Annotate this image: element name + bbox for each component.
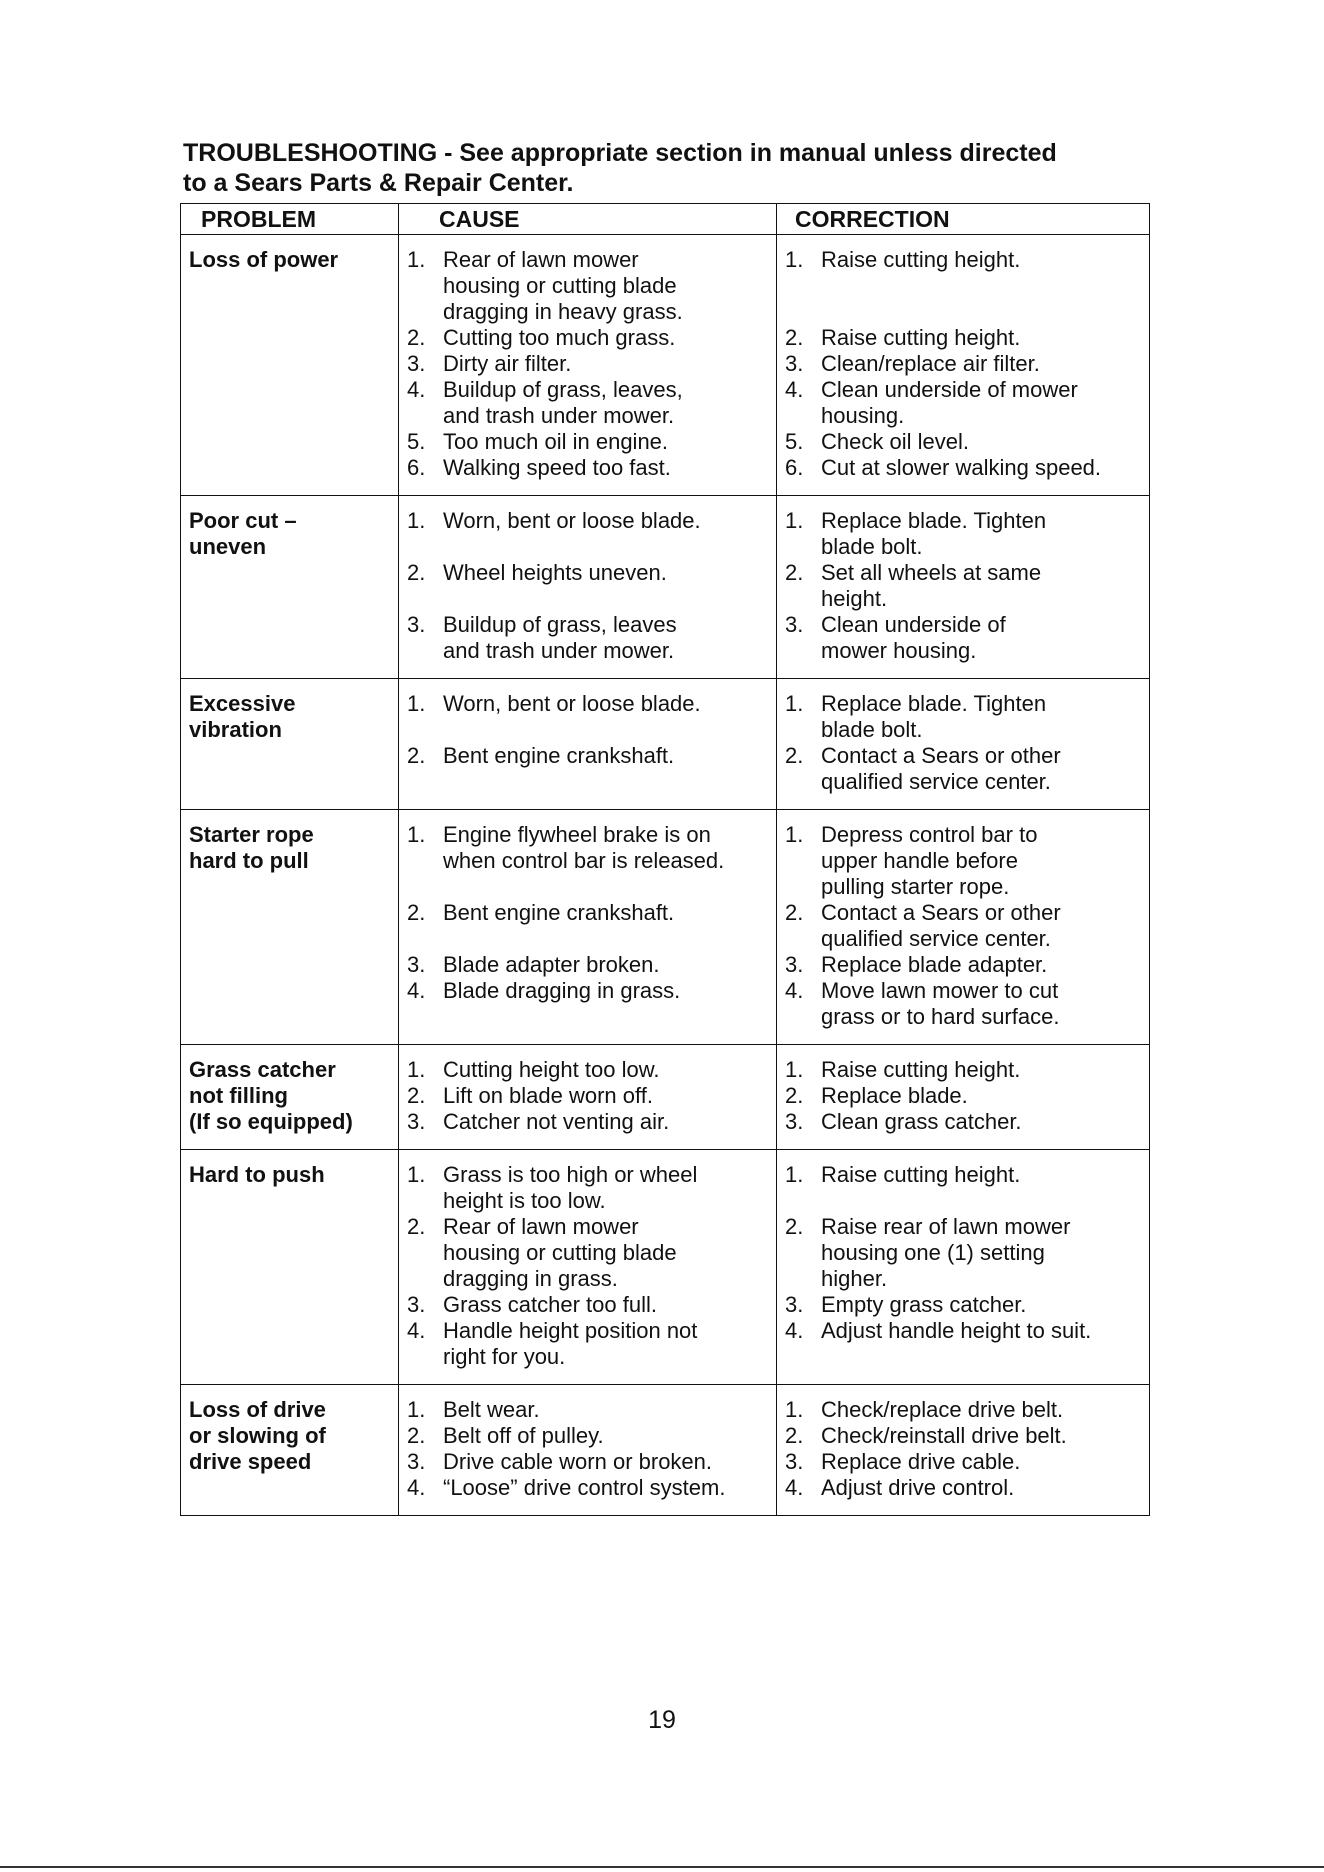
troubleshooting-heading	[183, 138, 1163, 198]
problem-cell	[181, 679, 399, 810]
item-line	[821, 299, 1141, 325]
item-number: 1.	[785, 1057, 804, 1082]
item-text	[821, 1292, 1141, 1318]
item-line: dragging in heavy grass.	[443, 299, 683, 324]
problem-text: uneven	[189, 534, 267, 559]
item-number: 1.	[407, 1397, 426, 1422]
correction-item	[785, 1318, 1141, 1344]
table-row	[181, 1045, 1150, 1150]
item-text	[443, 325, 768, 351]
correction-cell	[777, 1045, 1150, 1150]
item-number: 1.	[407, 247, 426, 272]
cause-item	[407, 351, 768, 377]
item-line: Adjust handle height to suit.	[821, 1318, 1092, 1343]
item-text	[443, 1162, 768, 1214]
cause-item	[407, 900, 768, 952]
item-number: 4.	[785, 377, 804, 402]
item-text	[821, 1397, 1141, 1423]
item-number: 1.	[785, 247, 804, 272]
item-line: Buildup of grass, leaves	[443, 612, 677, 637]
item-line	[821, 273, 1141, 299]
item-text	[443, 900, 768, 952]
item-number: 3.	[785, 351, 804, 376]
header-cause: CAUSE	[399, 204, 777, 235]
problem-text: Loss of power	[189, 247, 339, 272]
cause-cell	[399, 679, 777, 810]
item-number: 1.	[407, 1162, 426, 1187]
correction-item	[785, 508, 1141, 560]
item-line: Clean/replace air filter.	[821, 351, 1040, 376]
item-line: Set all wheels at same	[821, 560, 1042, 585]
cause-item	[407, 1109, 768, 1135]
item-line: Clean underside of	[821, 612, 1006, 637]
item-number: 3.	[785, 952, 804, 977]
problem-text: hard to pull	[189, 848, 309, 873]
item-text	[443, 1083, 768, 1109]
item-text	[821, 952, 1141, 978]
cause-item	[407, 1449, 768, 1475]
item-number: 2.	[407, 1214, 426, 1239]
page-number: 19	[648, 1706, 676, 1734]
item-number: 2.	[785, 900, 804, 925]
item-text	[821, 429, 1141, 455]
item-line: Raise cutting height.	[821, 1162, 1021, 1187]
item-number: 3.	[407, 1109, 426, 1134]
item-text	[443, 508, 768, 560]
item-line: Contact a Sears or other	[821, 900, 1061, 925]
item-text	[821, 978, 1141, 1030]
item-text	[821, 822, 1141, 900]
item-text	[821, 900, 1141, 952]
item-text	[821, 1214, 1141, 1292]
item-line: when control bar is released.	[443, 848, 725, 873]
item-text	[443, 978, 768, 1030]
item-number: 2.	[407, 560, 426, 585]
item-number: 3.	[407, 351, 426, 376]
item-text	[821, 1318, 1141, 1344]
item-text	[821, 560, 1141, 612]
problem-cell	[181, 1150, 399, 1385]
item-number: 2.	[407, 1423, 426, 1448]
item-number: 3.	[407, 952, 426, 977]
item-line: Blade adapter broken.	[443, 952, 660, 977]
heading-line-2: to a Sears Parts & Repair Center.	[183, 169, 574, 197]
item-line	[443, 874, 768, 900]
item-text	[443, 560, 768, 612]
item-line: right for you.	[443, 1344, 566, 1369]
table-body	[181, 235, 1150, 1516]
item-line: Clean underside of mower	[821, 377, 1078, 402]
item-text	[443, 1057, 768, 1083]
item-line: grass or to hard surface.	[821, 1004, 1060, 1029]
cause-item	[407, 1057, 768, 1083]
problem-cell	[181, 1385, 399, 1516]
item-text	[443, 612, 768, 664]
correction-item	[785, 1083, 1141, 1109]
item-text	[821, 455, 1141, 481]
item-line: housing.	[821, 403, 905, 428]
item-number: 1.	[785, 508, 804, 533]
item-text	[821, 743, 1141, 795]
cause-item	[407, 455, 768, 481]
item-text	[821, 1423, 1141, 1449]
cause-item	[407, 978, 768, 1030]
item-text	[443, 1449, 768, 1475]
correction-cell	[777, 496, 1150, 679]
item-text	[821, 1162, 1141, 1214]
cause-item	[407, 743, 768, 795]
item-text	[443, 429, 768, 455]
item-text	[443, 377, 768, 429]
correction-item	[785, 429, 1141, 455]
correction-item	[785, 1214, 1141, 1292]
item-line: Contact a Sears or other	[821, 743, 1061, 768]
item-line: height.	[821, 586, 888, 611]
item-number: 6.	[407, 455, 426, 480]
item-line: Catcher not venting air.	[443, 1109, 670, 1134]
item-number: 2.	[785, 1083, 804, 1108]
item-number: 4.	[785, 1318, 804, 1343]
item-text	[443, 1292, 768, 1318]
correction-cell	[777, 1385, 1150, 1516]
correction-item	[785, 1475, 1141, 1501]
item-line: Cutting height too low.	[443, 1057, 660, 1082]
item-line: Engine flywheel brake is on	[443, 822, 711, 847]
cause-cell	[399, 496, 777, 679]
item-number: 1.	[785, 691, 804, 716]
item-line: Drive cable worn or broken.	[443, 1449, 713, 1474]
item-line: pulling starter rope.	[821, 874, 1010, 899]
item-line: Replace blade adapter.	[821, 952, 1048, 977]
table-row	[181, 810, 1150, 1045]
problem-text: Hard to push	[189, 1162, 325, 1187]
item-line: Blade dragging in grass.	[443, 978, 681, 1003]
item-line	[443, 769, 768, 795]
problem-cell	[181, 496, 399, 679]
table-row	[181, 496, 1150, 679]
cause-item	[407, 691, 768, 743]
cause-item	[407, 1423, 768, 1449]
item-line: Bent engine crankshaft.	[443, 900, 675, 925]
item-line	[821, 1188, 1141, 1214]
item-line: Raise rear of lawn mower	[821, 1214, 1071, 1239]
correction-cell	[777, 1150, 1150, 1385]
item-line: higher.	[821, 1266, 888, 1291]
cause-item	[407, 612, 768, 664]
cause-item	[407, 560, 768, 612]
correction-cell	[777, 810, 1150, 1045]
item-line: Empty grass catcher.	[821, 1292, 1027, 1317]
cause-cell	[399, 1150, 777, 1385]
correction-item	[785, 560, 1141, 612]
item-number: 5.	[407, 429, 426, 454]
item-text	[821, 508, 1141, 560]
item-number: 3.	[785, 1292, 804, 1317]
item-text	[443, 743, 768, 795]
item-number: 1.	[785, 822, 804, 847]
item-number: 3.	[407, 612, 426, 637]
item-text	[443, 1109, 768, 1135]
cause-item	[407, 377, 768, 429]
item-text	[443, 952, 768, 978]
item-text	[443, 1214, 768, 1292]
item-number: 4.	[785, 978, 804, 1003]
header-correction: CORRECTION	[777, 204, 1150, 235]
item-line: Rear of lawn mower	[443, 1214, 639, 1239]
item-line: Check/reinstall drive belt.	[821, 1423, 1067, 1448]
item-number: 2.	[407, 743, 426, 768]
problem-text: drive speed	[189, 1449, 312, 1474]
item-number: 2.	[407, 325, 426, 350]
correction-item	[785, 325, 1141, 351]
correction-item	[785, 1057, 1141, 1083]
correction-item	[785, 247, 1141, 325]
correction-item	[785, 1423, 1141, 1449]
item-text	[443, 1318, 768, 1370]
item-line: and trash under mower.	[443, 403, 675, 428]
item-line: Belt off of pulley.	[443, 1423, 604, 1448]
item-line: Rear of lawn mower	[443, 247, 639, 272]
item-line: Check oil level.	[821, 429, 969, 454]
correction-item	[785, 1109, 1141, 1135]
correction-item	[785, 691, 1141, 743]
item-line: Lift on blade worn off.	[443, 1083, 653, 1108]
item-line: Replace drive cable.	[821, 1449, 1021, 1474]
item-line: qualified service center.	[821, 926, 1051, 951]
correction-item	[785, 822, 1141, 900]
cause-item	[407, 1318, 768, 1370]
cause-item	[407, 1292, 768, 1318]
problem-text: Starter rope	[189, 822, 314, 847]
item-line: qualified service center.	[821, 769, 1051, 794]
table-row	[181, 679, 1150, 810]
cause-cell	[399, 1045, 777, 1150]
item-number: 4.	[785, 1475, 804, 1500]
item-text	[443, 1423, 768, 1449]
item-line: mower housing.	[821, 638, 977, 663]
item-line	[443, 586, 768, 612]
correction-item	[785, 978, 1141, 1030]
item-text	[821, 377, 1141, 429]
item-text	[443, 1397, 768, 1423]
problem-text: Grass catcher	[189, 1057, 336, 1082]
item-text	[821, 1475, 1141, 1501]
item-number: 3.	[785, 1109, 804, 1134]
item-number: 4.	[407, 1318, 426, 1343]
cause-item	[407, 325, 768, 351]
correction-item	[785, 743, 1141, 795]
correction-cell	[777, 235, 1150, 496]
item-number: 1.	[785, 1397, 804, 1422]
item-line: Replace blade. Tighten	[821, 508, 1047, 533]
item-number: 3.	[407, 1292, 426, 1317]
correction-item	[785, 952, 1141, 978]
item-line: housing or cutting blade	[443, 273, 677, 298]
item-line: Worn, bent or loose blade.	[443, 691, 701, 716]
item-number: 5.	[785, 429, 804, 454]
item-line: dragging in grass.	[443, 1266, 618, 1291]
item-line: Walking speed too fast.	[443, 455, 671, 480]
item-line: Raise cutting height.	[821, 247, 1021, 272]
item-line: housing one (1) setting	[821, 1240, 1045, 1265]
item-text	[821, 612, 1141, 664]
problem-cell	[181, 235, 399, 496]
item-line: Replace blade.	[821, 1083, 968, 1108]
item-number: 6.	[785, 455, 804, 480]
item-line	[443, 926, 768, 952]
item-line: Wheel heights uneven.	[443, 560, 667, 585]
item-number: 2.	[785, 1423, 804, 1448]
item-line: height is too low.	[443, 1188, 606, 1213]
cause-item	[407, 822, 768, 900]
cause-item	[407, 508, 768, 560]
item-line: upper handle before	[821, 848, 1018, 873]
item-line: Too much oil in engine.	[443, 429, 669, 454]
problem-text: vibration	[189, 717, 282, 742]
item-line: Raise cutting height.	[821, 1057, 1021, 1082]
item-line: Cut at slower walking speed.	[821, 455, 1102, 480]
item-number: 3.	[407, 1449, 426, 1474]
item-number: 2.	[785, 560, 804, 585]
item-text	[443, 822, 768, 900]
item-text	[443, 247, 768, 325]
cause-item	[407, 247, 768, 325]
problem-cell	[181, 810, 399, 1045]
item-line	[443, 534, 768, 560]
problem-text: or slowing of	[189, 1423, 326, 1448]
cause-cell	[399, 235, 777, 496]
item-line: Bent engine crankshaft.	[443, 743, 675, 768]
item-text	[821, 351, 1141, 377]
item-text	[821, 247, 1141, 325]
item-line: Replace blade. Tighten	[821, 691, 1047, 716]
correction-item	[785, 1292, 1141, 1318]
correction-item	[785, 1162, 1141, 1214]
correction-item	[785, 612, 1141, 664]
item-text	[821, 691, 1141, 743]
header-problem: PROBLEM	[181, 204, 399, 235]
correction-item	[785, 351, 1141, 377]
item-number: 1.	[407, 691, 426, 716]
item-number: 4.	[407, 1475, 426, 1500]
item-line: Depress control bar to	[821, 822, 1038, 847]
item-line: “Loose” drive control system.	[443, 1475, 726, 1500]
item-number: 3.	[785, 612, 804, 637]
item-line: Worn, bent or loose blade.	[443, 508, 701, 533]
item-line: Raise cutting height.	[821, 325, 1021, 350]
item-text	[443, 455, 768, 481]
item-line: blade bolt.	[821, 534, 923, 559]
problem-text: Loss of drive	[189, 1397, 326, 1422]
bottom-rule	[0, 1866, 1324, 1868]
cause-item	[407, 1083, 768, 1109]
correction-item	[785, 900, 1141, 952]
problem-cell	[181, 1045, 399, 1150]
item-number: 2.	[785, 743, 804, 768]
item-line: Handle height position not	[443, 1318, 698, 1343]
item-number: 3.	[785, 1449, 804, 1474]
cause-item	[407, 952, 768, 978]
correction-item	[785, 1397, 1141, 1423]
cause-item	[407, 1214, 768, 1292]
item-number: 2.	[407, 900, 426, 925]
cause-cell	[399, 1385, 777, 1516]
table-row	[181, 1150, 1150, 1385]
correction-cell	[777, 679, 1150, 810]
cause-item	[407, 1475, 768, 1501]
correction-item	[785, 455, 1141, 481]
heading-line-1: TROUBLESHOOTING - See appropriate section in manual unless directed	[183, 139, 1057, 167]
item-line: Check/replace drive belt.	[821, 1397, 1064, 1422]
item-text	[821, 325, 1141, 351]
item-line: Grass is too high or wheel	[443, 1162, 698, 1187]
troubleshooting-table	[180, 203, 1150, 1516]
cause-cell	[399, 810, 777, 1045]
item-line	[443, 717, 768, 743]
item-number: 2.	[785, 1214, 804, 1239]
table-row	[181, 235, 1150, 496]
item-number: 1.	[785, 1162, 804, 1187]
item-text	[821, 1449, 1141, 1475]
item-line: Adjust drive control.	[821, 1475, 1015, 1500]
item-number: 1.	[407, 1057, 426, 1082]
item-number: 2.	[785, 325, 804, 350]
cause-item	[407, 1397, 768, 1423]
item-line: Buildup of grass, leaves,	[443, 377, 683, 402]
item-line: Clean grass catcher.	[821, 1109, 1022, 1134]
problem-text: (If so equipped)	[189, 1109, 353, 1134]
item-line: Cutting too much grass.	[443, 325, 676, 350]
item-line: Belt wear.	[443, 1397, 540, 1422]
cause-item	[407, 429, 768, 455]
correction-item	[785, 1449, 1141, 1475]
problem-text: not filling	[189, 1083, 288, 1108]
item-text	[821, 1109, 1141, 1135]
item-line: and trash under mower.	[443, 638, 675, 663]
item-line: Grass catcher too full.	[443, 1292, 657, 1317]
item-number: 2.	[407, 1083, 426, 1108]
item-number: 1.	[407, 822, 426, 847]
item-line	[443, 1004, 768, 1030]
cause-item	[407, 1162, 768, 1214]
correction-item	[785, 377, 1141, 429]
item-text	[443, 691, 768, 743]
item-line: Move lawn mower to cut	[821, 978, 1059, 1003]
item-text	[443, 1475, 768, 1501]
item-line: Dirty air filter.	[443, 351, 572, 376]
item-number: 1.	[407, 508, 426, 533]
problem-text: Poor cut –	[189, 508, 297, 533]
item-number: 4.	[407, 377, 426, 402]
item-text	[821, 1083, 1141, 1109]
table-header-row	[181, 204, 1150, 235]
problem-text: Excessive	[189, 691, 296, 716]
table-row	[181, 1385, 1150, 1516]
item-text	[443, 351, 768, 377]
item-line: blade bolt.	[821, 717, 923, 742]
item-number: 4.	[407, 978, 426, 1003]
item-line: housing or cutting blade	[443, 1240, 677, 1265]
item-text	[821, 1057, 1141, 1083]
